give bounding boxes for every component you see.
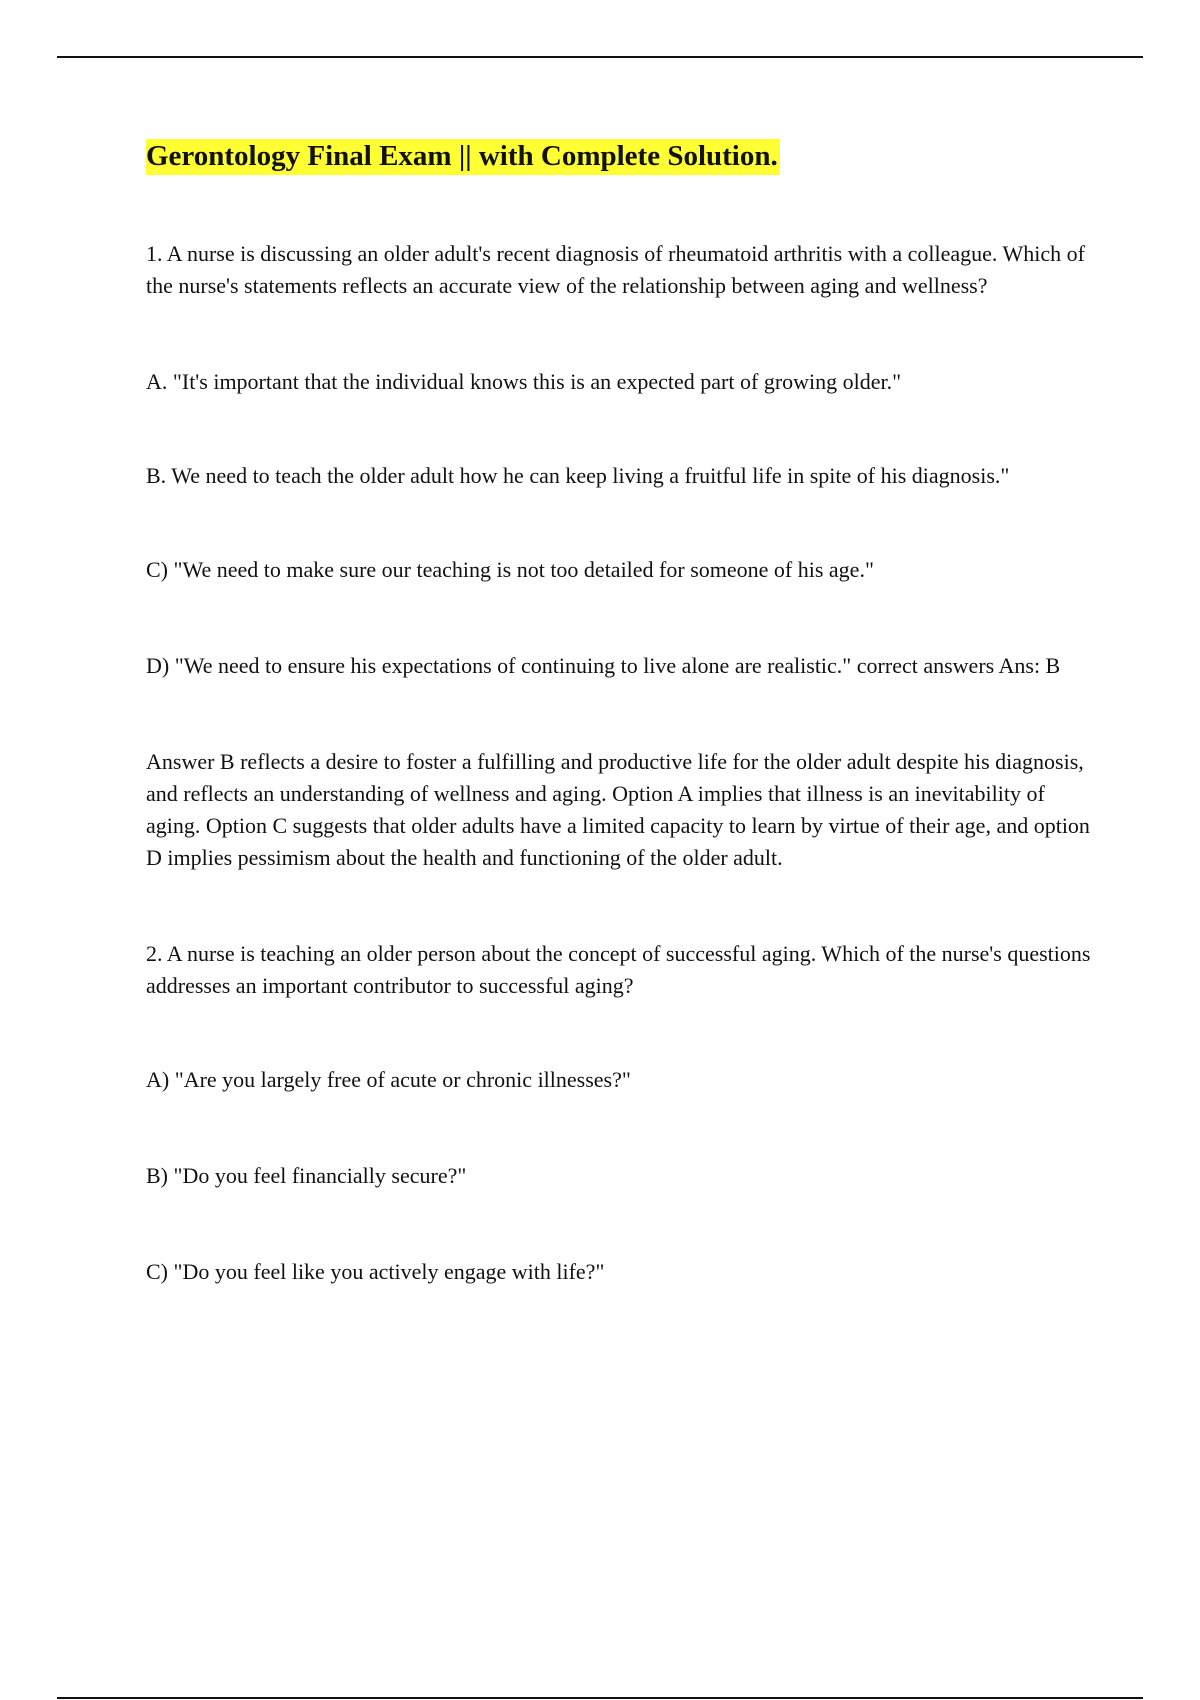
- question-1-option-d-answer: D) "We need to ensure his expectations of continuing to live alone are realistic." correct answers Ans: B: [146, 653, 1061, 679]
- question-1-stem: 1. A nurse is discussing an older adult's recent diagnosis of rheumatoid arthritis with a colleague. Which of the nurse's statements reflects an accurate view of the relationship between aging and wellness?: [146, 241, 1085, 299]
- question-1-option-b: B. We need to teach the older adult how he can keep living a fruitful life in spite of his diagnosis.": [146, 463, 1010, 489]
- title-highlight: Gerontology Final Exam || with Complete Solution.: [146, 139, 780, 175]
- document-body: [146, 138, 1096, 1288]
- question-1-option-c: C) "We need to make sure our teaching is not too detailed for someone of his age.": [146, 557, 874, 583]
- question-2-option-a: A) "Are you largely free of acute or chronic illnesses?": [146, 1067, 631, 1093]
- question-2-option-c: C) "Do you feel like you actively engage with life?": [146, 1259, 605, 1285]
- document-title: [146, 138, 1096, 174]
- footer-rule: [57, 1697, 1143, 1699]
- question-1-explanation: Answer B reflects a desire to foster a fulfilling and productive life for the older adult despite his diagnosis, and reflects an understanding of wellness and aging. Option A implies that illness is an inevitability of aging. Option C suggests that older adults have a limited capacity to learn by virtue of their age, and option D implies pessimism about the health and functioning of the older adult.: [146, 749, 1090, 871]
- header-rule: [57, 56, 1143, 58]
- question-2-stem: 2. A nurse is teaching an older person about the concept of successful aging. Which of the nurse's questions addresses an important contributor to successful aging?: [146, 941, 1091, 999]
- question-2-option-b: B) "Do you feel financially secure?": [146, 1163, 467, 1189]
- question-1-option-a: A. "It's important that the individual knows this is an expected part of growing older.": [146, 369, 902, 395]
